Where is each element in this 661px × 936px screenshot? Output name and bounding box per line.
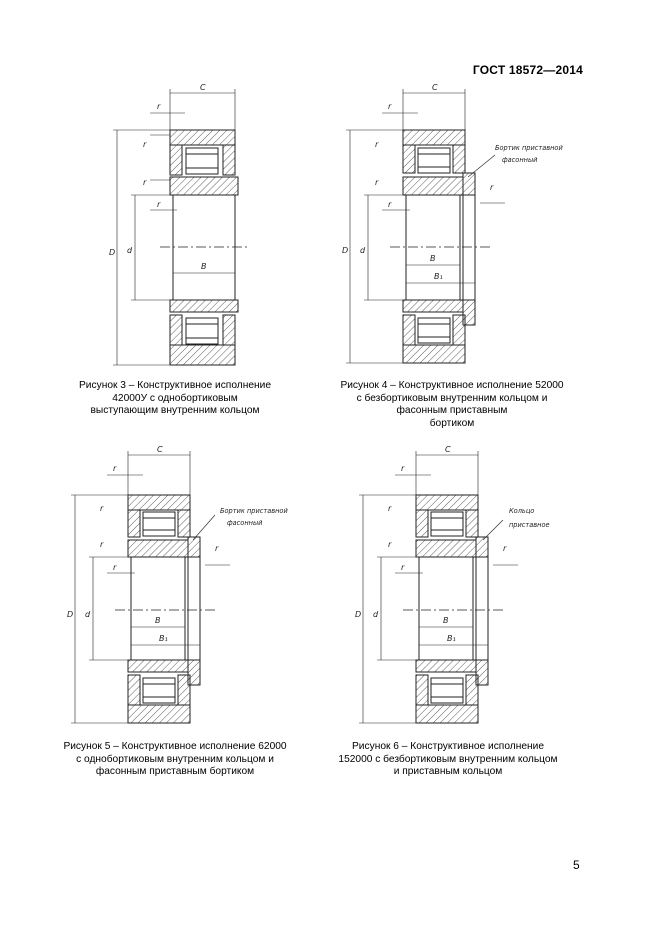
callout-label: Бортик приставной [495,144,563,152]
caption-line: и приставным кольцом [393,766,503,777]
dim-d: d [373,610,379,619]
figure-4-drawing [330,85,580,375]
figure-5-caption [45,741,305,779]
dim-d: d [360,246,366,255]
dim-B1: B₁ [434,272,443,281]
dim-r: r [113,563,117,572]
figure-6-caption [318,741,578,779]
figure-5 [55,445,305,735]
dim-r: r [388,200,392,209]
figure-3-caption [45,380,305,418]
figure-3 [95,85,285,375]
dim-r: r [388,540,392,549]
caption-line: фасонным приставным бортиком [95,766,255,777]
dim-D: D [67,610,74,619]
callout-label: приставное [509,521,550,529]
page-number: 5 [573,858,580,872]
caption-line: фасонным приставным [396,405,508,416]
dim-r: r [388,504,392,513]
dim-B: B [443,616,449,625]
dim-D: D [109,248,116,257]
inner-ring-top [170,177,238,195]
dim-r: r [375,178,379,187]
caption-line: выступающим внутренним кольцом [90,405,260,416]
dim-r: r [388,102,392,111]
inner-ring-bottom [170,300,238,312]
dim-C: C [445,445,451,454]
figure-5-drawing [55,445,305,735]
dim-r: r [100,540,104,549]
figure-4 [330,85,580,375]
dim-r: r [490,183,494,192]
figure-6 [343,445,593,735]
outer-ring-top [170,130,235,145]
callout-label: Кольцо [509,507,535,515]
callout-label: фасонный [502,156,538,164]
dim-r: r [401,563,405,572]
dim-C: C [200,83,206,92]
figure-4-caption [322,380,582,430]
standard-number: ГОСТ 18572—2014 [472,63,583,77]
figure-3-drawing [95,85,285,375]
dim-d: d [85,610,91,619]
dim-B1: B₁ [159,634,168,643]
caption-line: Рисунок 3 – Конструктивное исполнение [79,380,271,391]
figure-6-drawing [343,445,593,735]
dim-B1: B₁ [447,634,456,643]
dim-r: r [143,140,147,149]
dim-r: r [503,544,507,553]
dim-r: r [215,544,219,553]
dim-r: r [157,102,161,111]
caption-line: 152000 с безбортиковым внутренним кольцом [338,753,558,765]
dim-d: d [127,246,133,255]
callout-label: Бортик приставной [220,507,288,515]
dim-r: r [100,504,104,513]
dim-r: r [143,178,147,187]
caption-line: Рисунок 6 – Конструктивное исполнение [352,741,544,752]
caption-line: Рисунок 5 – Конструктивное исполнение 62000 [63,741,287,752]
caption-line: с однобортиковым внутренним кольцом и [76,753,274,765]
dim-r: r [375,140,379,149]
outer-ring-bottom [170,345,235,365]
caption-line: 42000У с однобортиковым [112,392,238,404]
caption-line: с безбортиковым внутренним кольцом и [356,392,548,404]
callout-label: фасонный [227,519,263,527]
dim-D: D [342,246,349,255]
dim-B: B [155,616,161,625]
dim-B: B [201,262,207,271]
dim-r: r [157,200,161,209]
dim-r: r [401,464,405,473]
dim-r: r [113,464,117,473]
dim-D: D [355,610,362,619]
dim-C: C [157,445,163,454]
caption-line: бортиком [429,417,475,429]
dim-C: C [432,83,438,92]
caption-line: Рисунок 4 – Конструктивное исполнение 52000 [340,380,564,391]
dim-B: B [430,254,436,263]
